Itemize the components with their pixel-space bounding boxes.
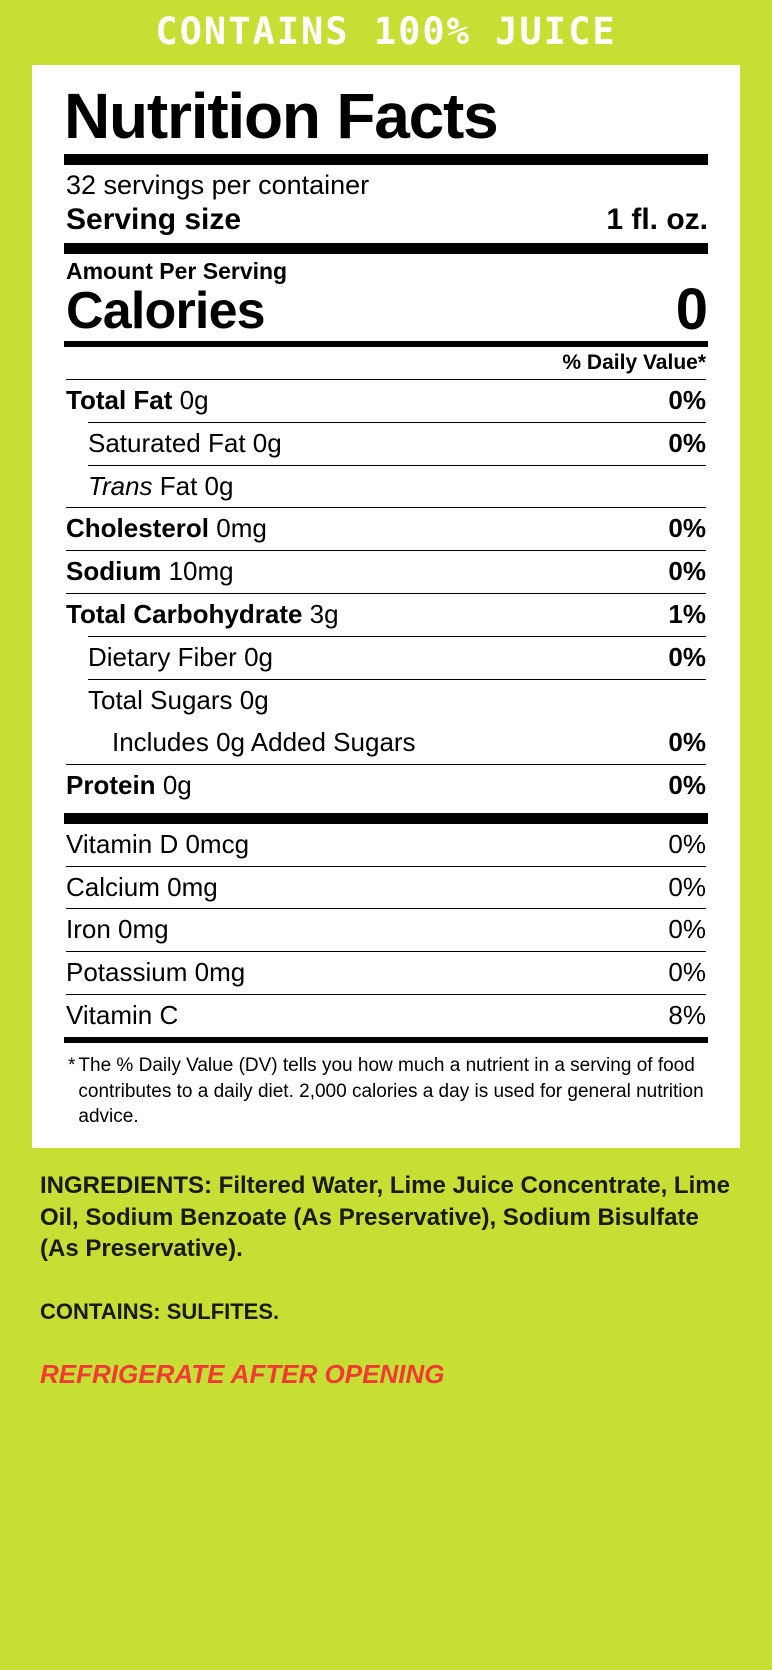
table-row-total-sugars bbox=[54, 680, 718, 722]
table-row-added-sugars bbox=[54, 722, 718, 764]
nutrient-name: Total Carbohydrate bbox=[66, 599, 303, 630]
nutrient-amount: 0g bbox=[252, 427, 282, 458]
nutrient-name: Dietary Fiber bbox=[88, 642, 237, 673]
nutrient-dv: 0% bbox=[668, 556, 706, 587]
nutrient-label bbox=[66, 557, 234, 587]
table-row-potassium bbox=[54, 952, 718, 994]
calories-label: Calories bbox=[66, 282, 265, 341]
micronutrient-label: Potassium 0mg bbox=[66, 957, 246, 988]
footnote-star: * bbox=[68, 1055, 76, 1077]
contains-juice-banner: CONTAINS 100% JUICE bbox=[155, 10, 617, 53]
nutrient-name: Protein bbox=[66, 769, 156, 800]
table-row-vitamin-c bbox=[54, 995, 718, 1037]
nutrient-dv: 0% bbox=[668, 513, 706, 544]
nutrition-facts-panel bbox=[32, 65, 740, 1148]
nutrient-name: Sodium bbox=[66, 556, 162, 587]
divider-title bbox=[64, 154, 708, 165]
serving-size-value: 1 fl. oz. bbox=[606, 202, 708, 236]
table-row-iron bbox=[54, 909, 718, 951]
table-row-cholesterol bbox=[54, 508, 718, 550]
ingredients-text: INGREDIENTS: Filtered Water, Lime Juice Concentrate, Lime Oil, Sodium Benzoate (As Preservative), Sodium Bisulfate (As Preservative). bbox=[40, 1172, 730, 1263]
nutrient-amount: Fat 0g bbox=[159, 470, 234, 501]
micronutrient-label: Iron 0mg bbox=[66, 914, 169, 945]
nutrient-amount: 3g bbox=[309, 599, 339, 630]
nutrient-name: Trans bbox=[88, 470, 153, 501]
divider-protein bbox=[64, 813, 708, 824]
table-row-total-fat bbox=[54, 380, 718, 422]
nutrient-dv: 0% bbox=[668, 642, 706, 673]
table-row-vitamin-d bbox=[54, 824, 718, 866]
table-row-total-carbohydrate bbox=[54, 594, 718, 636]
nutrient-dv: 1% bbox=[668, 599, 706, 630]
micronutrient-dv: 0% bbox=[668, 957, 706, 988]
nutrient-dv: 0% bbox=[668, 427, 706, 458]
calories-value: 0 bbox=[675, 276, 708, 342]
table-row-trans-fat bbox=[54, 466, 718, 508]
micronutrient-label: Calcium 0mg bbox=[66, 871, 218, 902]
divider-calories bbox=[64, 341, 708, 347]
nutrition-facts-title: Nutrition Facts bbox=[64, 80, 498, 152]
nutrient-amount: 0g bbox=[162, 769, 192, 800]
nutrient-name: Total Sugars bbox=[88, 684, 233, 715]
micronutrient-dv: 8% bbox=[668, 1000, 706, 1031]
nutrient-label bbox=[66, 386, 209, 416]
micronutrient-label: Vitamin D 0mcg bbox=[66, 828, 250, 859]
nutrient-label bbox=[66, 771, 192, 801]
table-row-protein bbox=[54, 765, 718, 807]
micronutrient-label: Vitamin C bbox=[66, 1000, 179, 1031]
nutrient-name: Saturated Fat bbox=[88, 427, 246, 458]
nutrition-facts-inner bbox=[52, 80, 720, 1130]
nutrient-name: Includes 0g Added Sugars bbox=[112, 726, 416, 757]
micronutrient-dv: 0% bbox=[668, 914, 706, 945]
daily-value-header: % Daily Value* bbox=[562, 350, 706, 374]
nutrient-label bbox=[88, 643, 273, 673]
nutrient-dv: 0% bbox=[668, 769, 706, 800]
divider-footnote bbox=[64, 1037, 708, 1043]
nutrient-name: Total Fat bbox=[66, 384, 173, 415]
storage-instruction: REFRIGERATE AFTER OPENING bbox=[40, 1359, 445, 1390]
nutrient-amount: 0g bbox=[244, 642, 273, 673]
nutrient-label bbox=[88, 686, 269, 716]
daily-value-footnote bbox=[68, 1053, 704, 1130]
footnote-text: The % Daily Value (DV) tells you how much a nutrient in a serving of food contributes to a daily diet. 2,000 calories a day is used for general nutrition advice. bbox=[78, 1055, 704, 1128]
table-row-sodium bbox=[54, 551, 718, 593]
table-row-calcium bbox=[54, 867, 718, 909]
serving-size-row bbox=[66, 203, 708, 237]
nutrient-amount: 0mg bbox=[216, 513, 267, 544]
nutrient-label bbox=[112, 728, 416, 758]
table-row-dietary-fiber bbox=[54, 637, 718, 679]
micronutrient-dv: 0% bbox=[668, 828, 706, 859]
nutrient-dv: 0% bbox=[668, 726, 706, 757]
micronutrient-dv: 0% bbox=[668, 871, 706, 902]
servings-per-container: 32 servings per container bbox=[66, 169, 370, 200]
serving-size-label: Serving size bbox=[66, 202, 242, 236]
nutrient-label bbox=[66, 514, 267, 544]
nutrient-amount: 0g bbox=[179, 384, 209, 415]
nutrient-amount: 0g bbox=[239, 684, 269, 715]
nutrient-amount: 10mg bbox=[168, 556, 234, 587]
nutrient-dv: 0% bbox=[668, 384, 706, 415]
nutrient-label bbox=[66, 600, 339, 630]
nutrient-label bbox=[88, 472, 233, 502]
allergen-statement: CONTAINS: SULFITES. bbox=[40, 1299, 280, 1325]
divider-serving bbox=[64, 243, 708, 254]
amount-per-serving-label: Amount Per Serving bbox=[66, 257, 288, 284]
nutrient-name: Cholesterol bbox=[66, 513, 210, 544]
table-row-saturated-fat bbox=[54, 423, 718, 465]
calories-row bbox=[66, 276, 708, 342]
nutrient-label bbox=[88, 429, 282, 459]
